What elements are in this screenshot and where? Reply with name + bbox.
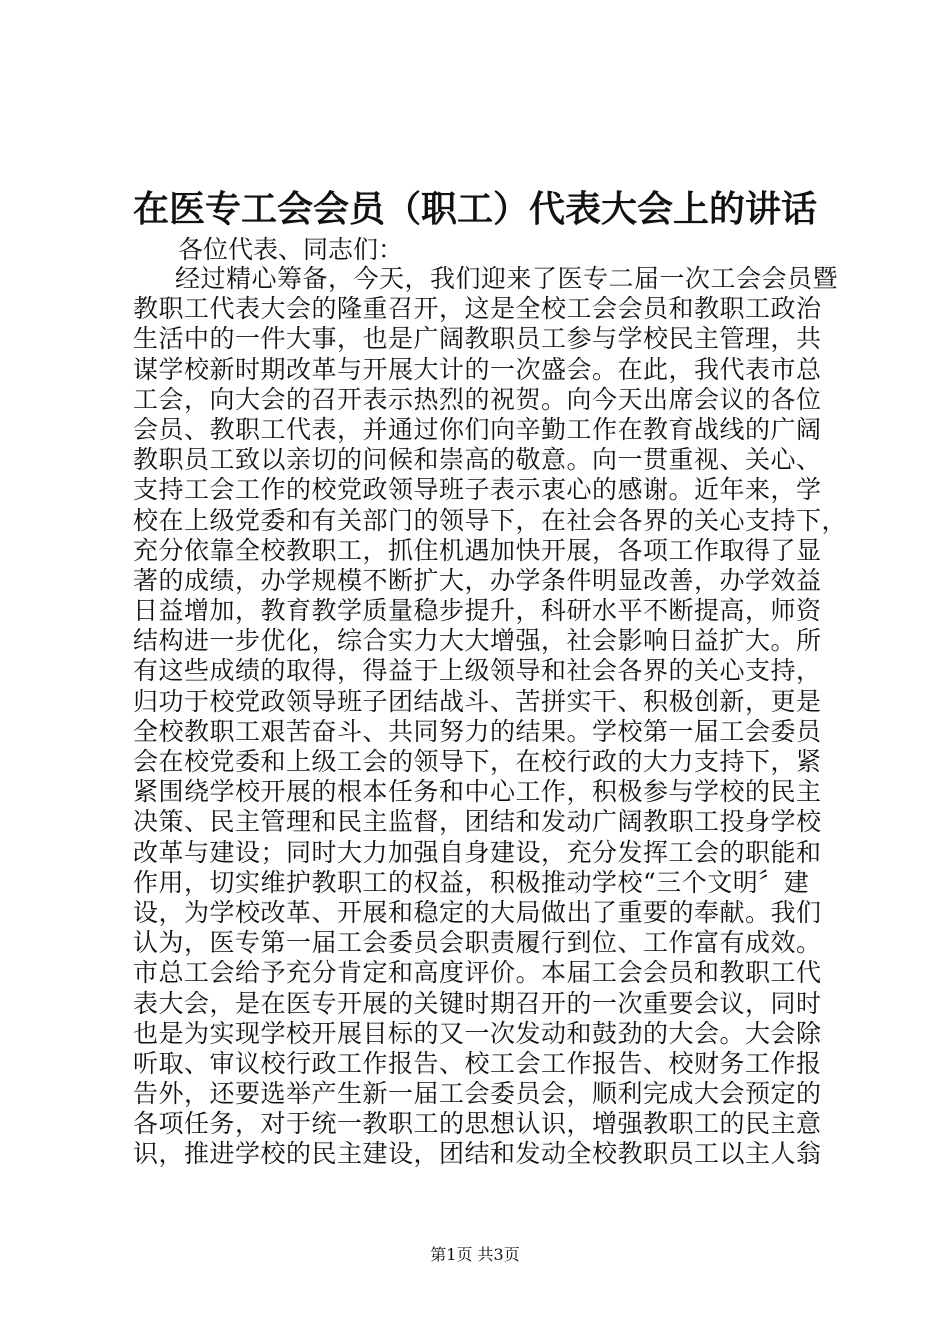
- body-line: 经过精心筹备，今天，我们迎来了医专二届一次工会会员暨: [175, 264, 839, 293]
- body-line: 设，为学校改革、开展和稳定的大局做出了重要的奉献。我们: [133, 897, 822, 927]
- body-line: 作用，切实维护教职工的权益，积极推动学校“三个文明〞建: [133, 867, 810, 897]
- body-line: 教职员工致以亲切的问候和崇高的敬意。向一贯重视、关心、: [133, 445, 822, 475]
- body-line: 会在校党委和上级工会的领导下，在校行政的大力支持下，紧: [133, 747, 822, 776]
- body-line: 充分依靠全校教职工，抓住机遇加快开展，各项工作取得了显: [133, 535, 822, 565]
- body-line: 归功于校党政领导班子团结战斗、苦拼实干、积极创新，更是: [133, 686, 822, 716]
- body-line: 工会，向大会的召开表示热烈的祝贺。向今天出席会议的各位: [133, 384, 822, 414]
- body-line: 日益增加，教育教学质量稳步提升，科研水平不断提高，师资: [133, 596, 822, 626]
- body-paragraph: [133, 264, 848, 1170]
- body-line: 谋学校新时期改革与开展大计的一次盛会。在此，我代表市总: [133, 354, 822, 384]
- body-line: 紧围绕学校开展的根本任务和中心工作，积极参与学校的民主: [133, 777, 822, 807]
- body-line: 校在上级党委和有关部门的领导下，在社会各界的关心支持下，: [133, 505, 848, 535]
- body-line: 也是为实现学校开展目标的又一次发动和鼓劲的大会。大会除: [133, 1018, 822, 1048]
- body-line: 听取、审议校行政工作报告、校工会工作报告、校财务工作报: [133, 1048, 822, 1078]
- body-line: 决策、民主管理和民主监督，团结和发动广阔教职工投身学校: [133, 807, 822, 837]
- body-line: 有这些成绩的取得，得益于上级领导和社会各界的关心支持，: [133, 656, 822, 686]
- body-line: 全校教职工艰苦奋斗、共同努力的结果。学校第一届工会委员: [133, 716, 822, 746]
- body-line: 生活中的一件大事，也是广阔教职员工参与学校民主管理，共: [133, 324, 822, 354]
- body-line: 告外，还要选举产生新一届工会委员会，顺利完成大会预定的: [133, 1079, 822, 1109]
- body-line: 各项任务，对于统一教职工的思想认识，增强教职工的民主意: [133, 1109, 822, 1139]
- document-title: 在医专工会会员（职工）代表大会上的讲话: [132, 188, 817, 230]
- body-line: 表大会，是在医专开展的关键时期召开的一次重要会议，同时: [133, 988, 822, 1018]
- body-line: 认为，医专第一届工会委员会职责履行到位、工作富有成效。: [133, 928, 822, 958]
- salutation: 各位代表、同志们：: [178, 235, 404, 264]
- body-line: 市总工会给予充分肯定和高度评价。本届工会会员和教职工代: [133, 958, 822, 988]
- body-line: 识，推进学校的民主建设，团结和发动全校教职员工以主人翁: [133, 1139, 822, 1169]
- body-line: 教职工代表大会的隆重召开，这是全校工会会员和教职工政治: [133, 294, 822, 324]
- body-line: 会员、教职工代表，并通过你们向辛勤工作在教育战线的广阔: [133, 414, 822, 444]
- page-footer: 第1页 共3页: [430, 1245, 520, 1264]
- body-line: 改革与建设；同时大力加强自身建设，充分发挥工会的职能和: [133, 837, 822, 867]
- body-line: 著的成绩，办学规模不断扩大，办学条件明显改善，办学效益: [133, 565, 822, 595]
- body-line: 支持工会工作的校党政领导班子表示衷心的感谢。近年来，学: [133, 475, 822, 505]
- body-line: 结构进一步优化，综合实力大大增强，社会影响日益扩大。所: [133, 626, 822, 656]
